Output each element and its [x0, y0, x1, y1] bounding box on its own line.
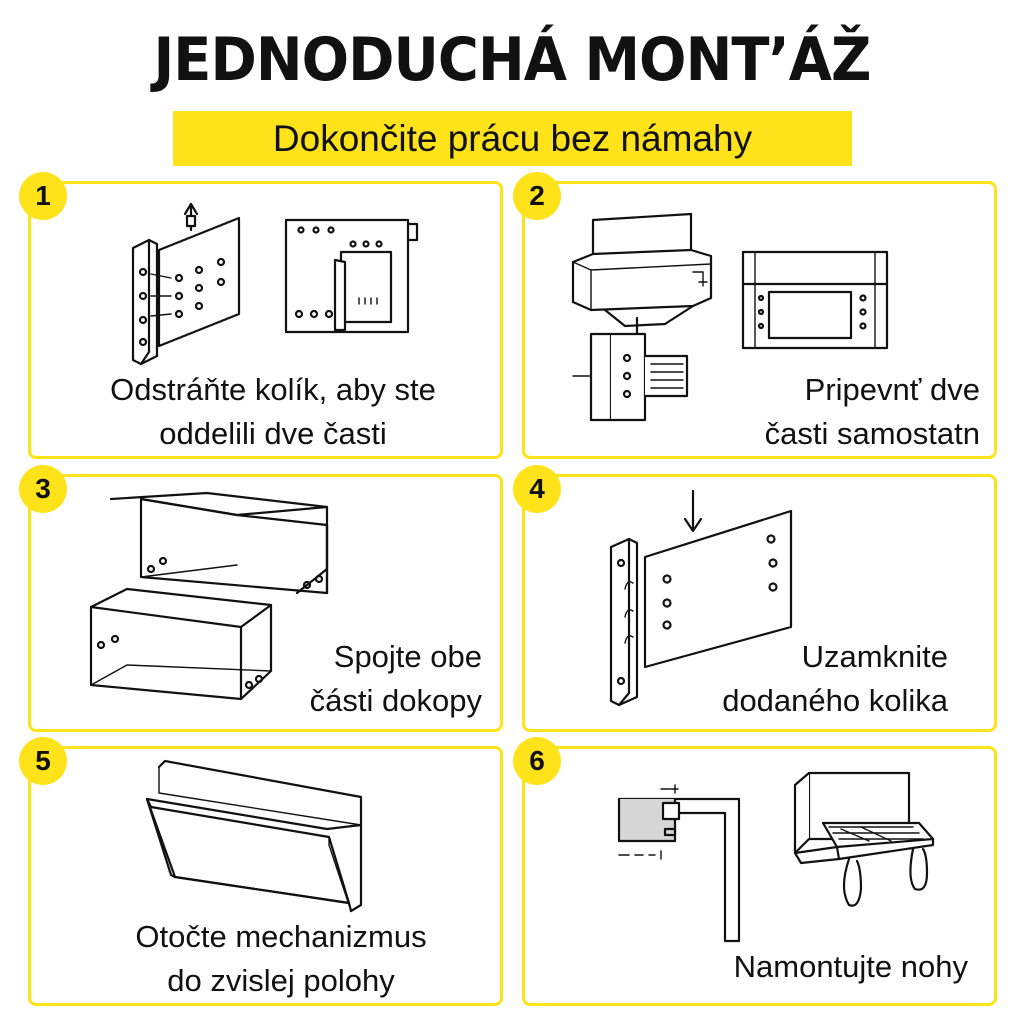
step-caption-4-line-2: dodaného kolika [722, 683, 948, 718]
step-caption-3-line-2: části dokopy [309, 683, 482, 718]
step-caption-3-line-1: Spojte obe [333, 639, 482, 674]
step-caption-6 [734, 945, 968, 989]
step-number-1: 1 [19, 172, 67, 220]
step-panel-6 [522, 746, 997, 1006]
step-panel-1 [28, 181, 503, 459]
step-caption-5-line-1: Otočte mechanizmus [135, 919, 427, 954]
step-caption-2-line-2: časti samostatn [764, 416, 980, 451]
step-number-5: 5 [19, 737, 67, 785]
subtitle-band [173, 111, 852, 166]
step-number-3: 3 [19, 465, 67, 513]
step-caption-2 [765, 368, 980, 456]
step-caption-6-line-1: Namontujte nohy [733, 949, 968, 984]
subtitle: Dokončite prácu bez námahy [272, 118, 753, 159]
step-caption-5-line-2: do zvislej polohy [167, 963, 395, 998]
step-panel-3 [28, 474, 503, 732]
two-box-frames-illustration [81, 489, 341, 709]
step-caption-2-line-1: Pripevnť dve [804, 372, 980, 407]
step-caption-5 [71, 915, 491, 1003]
step-caption-3 [310, 635, 482, 723]
legs-mount-illustration [609, 769, 949, 939]
rotating-mechanism-illustration [131, 755, 371, 915]
step-panel-5 [28, 746, 503, 1006]
step-caption-1 [63, 368, 483, 456]
bracket-plate-with-pin-illustration [121, 192, 451, 367]
step-caption-4-line-1: Uzamknite [801, 639, 948, 674]
step-caption-1-line-2: oddelili dve časti [159, 416, 387, 451]
step-panel-2 [522, 181, 997, 459]
step-caption-4 [722, 635, 948, 723]
page-title: JEDNODUCHÁ MONT’ÁŽ [153, 25, 871, 95]
step-panel-4 [522, 474, 997, 732]
step-caption-1-line-1: Odstráňte kolík, aby ste [110, 372, 436, 407]
step-number-4: 4 [513, 465, 561, 513]
step-number-2: 2 [513, 172, 561, 220]
step-number-6: 6 [513, 737, 561, 785]
